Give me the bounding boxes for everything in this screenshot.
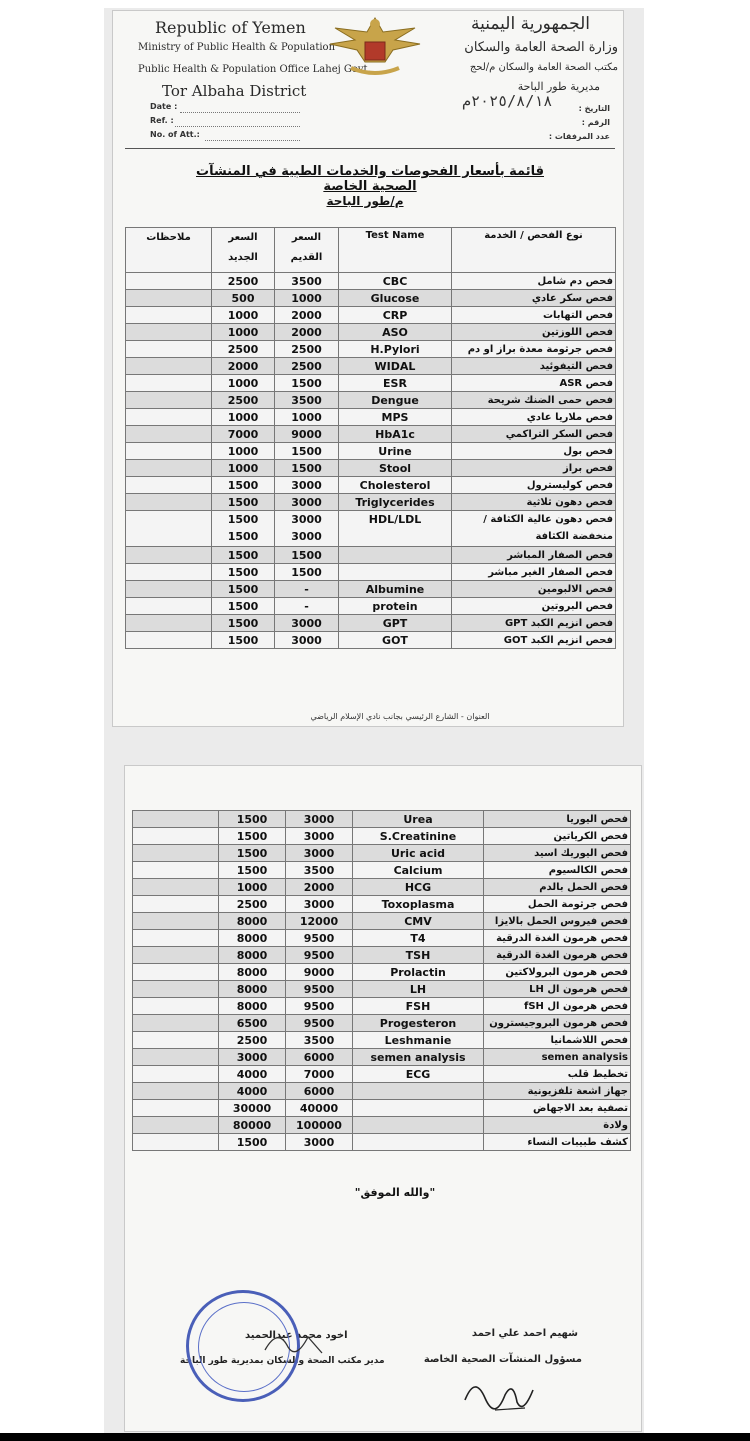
date-line (180, 112, 300, 113)
service-cell: فحص اللوزتين (452, 324, 616, 341)
test-name-cell: Calcium (353, 862, 484, 879)
header-ar-district: مديرية طور الباحة (517, 80, 600, 93)
old-price-cell: - (275, 581, 339, 598)
service-cell: فحص هرمون الغدة الدرقية (484, 930, 631, 947)
old-price-cell: 3000 (275, 615, 339, 632)
table-row (133, 879, 631, 896)
notes-cell (126, 477, 212, 494)
old-price-cell: 3500 (275, 392, 339, 409)
notes-cell (126, 426, 212, 443)
old-price-cell: 1500 (275, 547, 339, 564)
table-row (133, 913, 631, 930)
new-price-cell: 8000 (219, 964, 286, 981)
test-name-cell: MPS (339, 409, 452, 426)
test-name-cell: Dengue (339, 392, 452, 409)
old-price-cell: 2000 (275, 324, 339, 341)
new-price-cell: 1500 (212, 477, 275, 494)
table-row (133, 862, 631, 879)
notes-cell (133, 845, 219, 862)
notes-cell (133, 1032, 219, 1049)
service-cell: فحص ملاريا عادي (452, 409, 616, 426)
notes-cell (133, 947, 219, 964)
header-ar-ministry: وزارة الصحة العامة والسكان (464, 40, 618, 55)
new-price-cell: 3000 (219, 1049, 286, 1066)
ref-label: Ref. : (150, 116, 174, 125)
notes-cell (133, 862, 219, 879)
new-price-line: 1500 (227, 530, 259, 543)
new-price-cell: 4000 (219, 1066, 286, 1083)
old-price-cell: 1500 (275, 460, 339, 477)
table-row (133, 1100, 631, 1117)
new-price-cell: 500 (212, 290, 275, 307)
service-cell: كشف طبيبات النساء (484, 1134, 631, 1151)
notes-cell (133, 1083, 219, 1100)
test-name-cell: Triglycerides (339, 494, 452, 511)
attachments-label: No. of Att.: (150, 130, 200, 139)
signature-scribble-icon (455, 1370, 545, 1420)
new-price-line: 1500 (227, 513, 259, 526)
old-price-cell: 3500 (286, 862, 353, 879)
test-name-cell: Uric acid (353, 845, 484, 862)
test-name-cell: S.Creatinine (353, 828, 484, 845)
old-price-cell: 2500 (275, 341, 339, 358)
service-cell: فحص السكر التراكمي (452, 426, 616, 443)
old-price-cell: 12000 (286, 913, 353, 930)
old-price-cell: 9500 (286, 930, 353, 947)
new-price-cell: 2500 (212, 392, 275, 409)
service-cell: فحص فيروس الحمل بالايزا (484, 913, 631, 930)
header-service: نوع الفحص / الخدمة (452, 228, 616, 273)
table-row (133, 964, 631, 981)
table-row (126, 409, 616, 426)
test-name-cell (339, 547, 452, 564)
service-cell: تخطيط قلب (484, 1066, 631, 1083)
service-cell: فحص هرمون البروجيسترون (484, 1015, 631, 1032)
new-price-cell: 4000 (219, 1083, 286, 1100)
test-name-cell: Progesteron (353, 1015, 484, 1032)
header-test-name: Test Name (339, 228, 452, 273)
notes-cell (126, 581, 212, 598)
notes-cell (126, 443, 212, 460)
service-cell: فحص التهابات (452, 307, 616, 324)
table-row (126, 324, 616, 341)
table-row (126, 477, 616, 494)
table-row (133, 1083, 631, 1100)
service-cell: فحص البروتين (452, 598, 616, 615)
table-row-hdl-ldl (126, 511, 616, 547)
test-name-cell: Albumine (339, 581, 452, 598)
old-price-cell: 6000 (286, 1049, 353, 1066)
service-cell: فحص حمى الضنك شريحة (452, 392, 616, 409)
footer-address: العنوان - الشارع الرئيسي بجانب نادي الإسلام الرياضي (310, 712, 490, 721)
old-price-cell: 1000 (275, 409, 339, 426)
new-price-cell: 1500 (212, 547, 275, 564)
new-price-cell: 2500 (212, 341, 275, 358)
test-name-cell (353, 1100, 484, 1117)
notes-cell (126, 273, 212, 290)
price-table-1 (125, 227, 616, 649)
table-row (133, 845, 631, 862)
service-cell: فحص بول (452, 443, 616, 460)
service-cell: فحص ASR (452, 375, 616, 392)
service-cell: فحص التيفوئيد (452, 358, 616, 375)
test-name-cell: H.Pylori (339, 341, 452, 358)
service-cell: فحص الالبومين (452, 581, 616, 598)
table-row (126, 426, 616, 443)
new-price-cell: 1500 (219, 845, 286, 862)
header-new-price: السعر الجديد (212, 228, 275, 273)
test-name-cell: Urea (353, 811, 484, 828)
service-cell: فحص الكرياتين (484, 828, 631, 845)
header-old-price: السعر القديم (275, 228, 339, 273)
header-en-district: Tor Albaha District (162, 82, 307, 100)
notes-cell (133, 1015, 219, 1032)
test-name-cell: Prolactin (353, 964, 484, 981)
test-name-cell: semen analysis (353, 1049, 484, 1066)
new-price-cell: 2500 (219, 1032, 286, 1049)
service-cell: جهاز اشعة تلفزيونية (484, 1083, 631, 1100)
test-name-cell: HDL/LDL (339, 511, 452, 547)
table-row (133, 828, 631, 845)
old-price-cell: 3000 (275, 477, 339, 494)
notes-cell (126, 632, 212, 649)
notes-cell (126, 290, 212, 307)
notes-cell (126, 307, 212, 324)
test-name-cell (353, 1117, 484, 1134)
old-price-cell: 9000 (286, 964, 353, 981)
ref-label-ar: الرقم : (581, 118, 610, 127)
service-cell: فحص اللاشمانيا (484, 1032, 631, 1049)
old-price-cell: 1500 (275, 443, 339, 460)
header-ar-office: مكتب الصحة العامة والسكان م/لحج (469, 62, 618, 73)
signature-left-scribble-icon (260, 1325, 330, 1365)
notes-cell (133, 1066, 219, 1083)
table-row (133, 947, 631, 964)
old-price-line: 3000 (291, 530, 322, 543)
test-name-cell (353, 1134, 484, 1151)
new-price-cell: 2500 (212, 273, 275, 290)
new-price-cell: 8000 (219, 981, 286, 998)
new-price-cell: 30000 (219, 1100, 286, 1117)
old-price-cell: 1500 (275, 375, 339, 392)
table-row (133, 930, 631, 947)
new-price-cell: 1000 (212, 375, 275, 392)
signatory-right-title: مسؤول المنشآت الصحية الخاصة (423, 1354, 582, 1365)
new-price-cell: 8000 (219, 930, 286, 947)
table-row (133, 1117, 631, 1134)
old-price-cell: 2000 (286, 879, 353, 896)
old-price-cell: 3000 (286, 811, 353, 828)
test-name-cell: ESR (339, 375, 452, 392)
screen-bottom-bar (0, 1433, 750, 1441)
old-price-cell: 1000 (275, 290, 339, 307)
new-price-cell: 1500 (219, 828, 286, 845)
table-row (133, 981, 631, 998)
old-price-cell: 9500 (286, 998, 353, 1015)
notes-cell (133, 879, 219, 896)
table-row (126, 273, 616, 290)
test-name-cell: GPT (339, 615, 452, 632)
test-name-cell (353, 1083, 484, 1100)
notes-cell (133, 998, 219, 1015)
new-price-cell: 6500 (219, 1015, 286, 1032)
table-row (126, 615, 616, 632)
notes-cell (133, 1117, 219, 1134)
notes-cell (126, 358, 212, 375)
old-price-cell: 9500 (286, 947, 353, 964)
notes-cell (133, 1049, 219, 1066)
old-price-cell: 40000 (286, 1100, 353, 1117)
service-cell: فحص اليوريك اسيد (484, 845, 631, 862)
new-price-cell: 1000 (212, 307, 275, 324)
old-price-cell: 3000 (275, 632, 339, 649)
notes-cell (126, 547, 212, 564)
test-name-cell: WIDAL (339, 358, 452, 375)
new-price-cell (212, 511, 275, 547)
notes-cell (126, 615, 212, 632)
table-row (133, 1049, 631, 1066)
old-price-cell: - (275, 598, 339, 615)
old-price-cell: 9500 (286, 1015, 353, 1032)
service-cell: فحص هرمون ال LH (484, 981, 631, 998)
test-name-cell: protein (339, 598, 452, 615)
service-cell: فحص سكر عادي (452, 290, 616, 307)
table-row (126, 564, 616, 581)
notes-cell (126, 494, 212, 511)
service-cell: فحص الكالسيوم (484, 862, 631, 879)
notes-cell (126, 375, 212, 392)
new-price-cell: 1000 (212, 409, 275, 426)
header-notes: ملاحظات (126, 228, 212, 273)
test-name-cell: Toxoplasma (353, 896, 484, 913)
new-price-cell: 1500 (219, 862, 286, 879)
test-name-cell: HCG (353, 879, 484, 896)
table-row (126, 460, 616, 477)
new-price-cell: 8000 (219, 913, 286, 930)
notes-cell (126, 341, 212, 358)
date-label: Date : (150, 102, 178, 111)
service-cell: فحص الصفار المباشر (452, 547, 616, 564)
old-price-cell: 3000 (286, 828, 353, 845)
date-label-ar: التاريخ : (578, 104, 610, 113)
new-price-cell: 1500 (212, 494, 275, 511)
old-price-cell: 7000 (286, 1066, 353, 1083)
table-row (133, 1015, 631, 1032)
notes-cell (133, 981, 219, 998)
table-row (126, 290, 616, 307)
test-name-cell: CMV (353, 913, 484, 930)
new-price-cell: 1500 (212, 581, 275, 598)
notes-cell (133, 1134, 219, 1151)
service-cell: فحص براز (452, 460, 616, 477)
test-name-cell: T4 (353, 930, 484, 947)
new-price-cell: 1000 (219, 879, 286, 896)
service-cell: فحص الصفار الغير مباشر (452, 564, 616, 581)
old-price-cell: 3000 (286, 896, 353, 913)
test-name-cell: ASO (339, 324, 452, 341)
notes-cell (133, 811, 219, 828)
attachments-line (205, 140, 300, 141)
service-cell: فحص انزيم الكبد GPT (452, 615, 616, 632)
notes-cell (126, 564, 212, 581)
service-cell: فحص جرثومة معدة براز او دم (452, 341, 616, 358)
header-divider (125, 148, 615, 149)
service-cell: فحص دم شامل (452, 273, 616, 290)
new-price-cell: 8000 (219, 947, 286, 964)
service-cell: ولادة (484, 1117, 631, 1134)
notes-cell (126, 511, 212, 547)
service-cell: فحص دهون عالية الكثافة / منخفضة الكثافة (452, 511, 616, 547)
test-name-cell: ECG (353, 1066, 484, 1083)
price-table-2 (132, 810, 631, 1151)
service-cell: تصفية بعد الاجهاض (484, 1100, 631, 1117)
table-row (133, 896, 631, 913)
notes-cell (133, 930, 219, 947)
service-cell: فحص جرثومة الحمل (484, 896, 631, 913)
ref-line (175, 126, 300, 127)
table-row (126, 375, 616, 392)
new-price-cell: 1500 (219, 1134, 286, 1151)
table-row (126, 632, 616, 649)
test-name-cell: GOT (339, 632, 452, 649)
service-cell: فحص اليوريا (484, 811, 631, 828)
test-name-cell: FSH (353, 998, 484, 1015)
test-name-cell: Cholesterol (339, 477, 452, 494)
signatory-left-title: مدير مكتب الصحة والسكان بمديرية طور الباحة (180, 1356, 385, 1366)
test-name-cell: Stool (339, 460, 452, 477)
service-cell: فحص الحمل بالدم (484, 879, 631, 896)
service-cell: فحص دهون ثلاثية (452, 494, 616, 511)
new-price-cell: 1500 (212, 615, 275, 632)
new-price-cell: 80000 (219, 1117, 286, 1134)
test-name-cell: HbA1c (339, 426, 452, 443)
notes-cell (126, 460, 212, 477)
old-price-cell (275, 511, 339, 547)
service-cell: فحص انزيم الكبد GOT (452, 632, 616, 649)
notes-cell (133, 896, 219, 913)
old-price-cell: 1500 (275, 564, 339, 581)
old-price-cell: 9000 (275, 426, 339, 443)
new-price-cell: 7000 (212, 426, 275, 443)
service-cell: فحص هرمون البرولاكتين (484, 964, 631, 981)
test-name-cell: TSH (353, 947, 484, 964)
table-row (126, 341, 616, 358)
document-subtitle: م/طور الباحة (326, 194, 404, 208)
new-price-cell: 1500 (212, 632, 275, 649)
table-header-row (126, 228, 616, 273)
table-row (133, 811, 631, 828)
new-price-cell: 1000 (212, 324, 275, 341)
notes-cell (133, 1100, 219, 1117)
test-name-cell: CBC (339, 273, 452, 290)
table-row (126, 598, 616, 615)
test-name-cell: Urine (339, 443, 452, 460)
attachments-label-ar: عدد المرفقات : (548, 132, 610, 141)
notes-cell (126, 598, 212, 615)
old-price-cell: 6000 (286, 1083, 353, 1100)
service-cell: semen analysis (484, 1049, 631, 1066)
old-price-cell: 100000 (286, 1117, 353, 1134)
table-row (126, 547, 616, 564)
table-row (133, 998, 631, 1015)
old-price-cell: 2000 (275, 307, 339, 324)
test-name-cell (339, 564, 452, 581)
table-row (126, 358, 616, 375)
table-row (133, 1032, 631, 1049)
signatory-left-name: اخود محمد عبدالحميد (245, 1330, 348, 1341)
new-price-cell: 1000 (212, 460, 275, 477)
header-en-office: Public Health & Population Office Lahej Govt. (138, 64, 371, 75)
new-price-cell: 1500 (212, 598, 275, 615)
handwritten-date: ٢٠٢٥/٨/١٨م (462, 92, 553, 110)
old-price-cell: 3000 (275, 494, 339, 511)
header-en-country: Republic of Yemen (155, 18, 306, 37)
service-cell: فحص كوليسترول (452, 477, 616, 494)
old-price-cell: 3500 (286, 1032, 353, 1049)
closing-phrase: "والله الموفق" (354, 1186, 436, 1199)
test-name-cell: CRP (339, 307, 452, 324)
old-price-cell: 2500 (275, 358, 339, 375)
signatory-right-name: شهيم احمد علي احمد (471, 1328, 578, 1339)
old-price-line: 3000 (291, 513, 322, 526)
notes-cell (126, 409, 212, 426)
yemen-eagle-emblem-icon (315, 10, 435, 80)
new-price-cell: 1500 (219, 811, 286, 828)
old-price-cell: 3500 (275, 273, 339, 290)
service-cell: فحص هرمون الغدة الدرقية (484, 947, 631, 964)
notes-cell (133, 964, 219, 981)
service-cell: فحص هرمون ال fSH (484, 998, 631, 1015)
old-price-cell: 3000 (286, 1134, 353, 1151)
test-name-cell: LH (353, 981, 484, 998)
header-ar-country: الجمهورية اليمنية (470, 14, 590, 34)
header-en-ministry: Ministry of Public Health & Population (138, 42, 336, 53)
table-row (126, 581, 616, 598)
test-name-cell: Leshmanie (353, 1032, 484, 1049)
old-price-cell: 9500 (286, 981, 353, 998)
table-row (133, 1066, 631, 1083)
table-row (126, 392, 616, 409)
table-row (126, 443, 616, 460)
table-row (133, 1134, 631, 1151)
new-price-cell: 8000 (219, 998, 286, 1015)
table-row (126, 494, 616, 511)
notes-cell (133, 913, 219, 930)
old-price-cell: 3000 (286, 845, 353, 862)
new-price-cell: 2000 (212, 358, 275, 375)
new-price-cell: 1500 (212, 564, 275, 581)
notes-cell (126, 324, 212, 341)
new-price-cell: 2500 (219, 896, 286, 913)
new-price-cell: 1000 (212, 443, 275, 460)
notes-cell (133, 828, 219, 845)
table-row (126, 307, 616, 324)
notes-cell (126, 392, 212, 409)
test-name-cell: Glucose (339, 290, 452, 307)
document-title: قائمة بأسعار الفحوصات والخدمات الطبية في المنشآت الصحية الخاصة (196, 164, 544, 194)
